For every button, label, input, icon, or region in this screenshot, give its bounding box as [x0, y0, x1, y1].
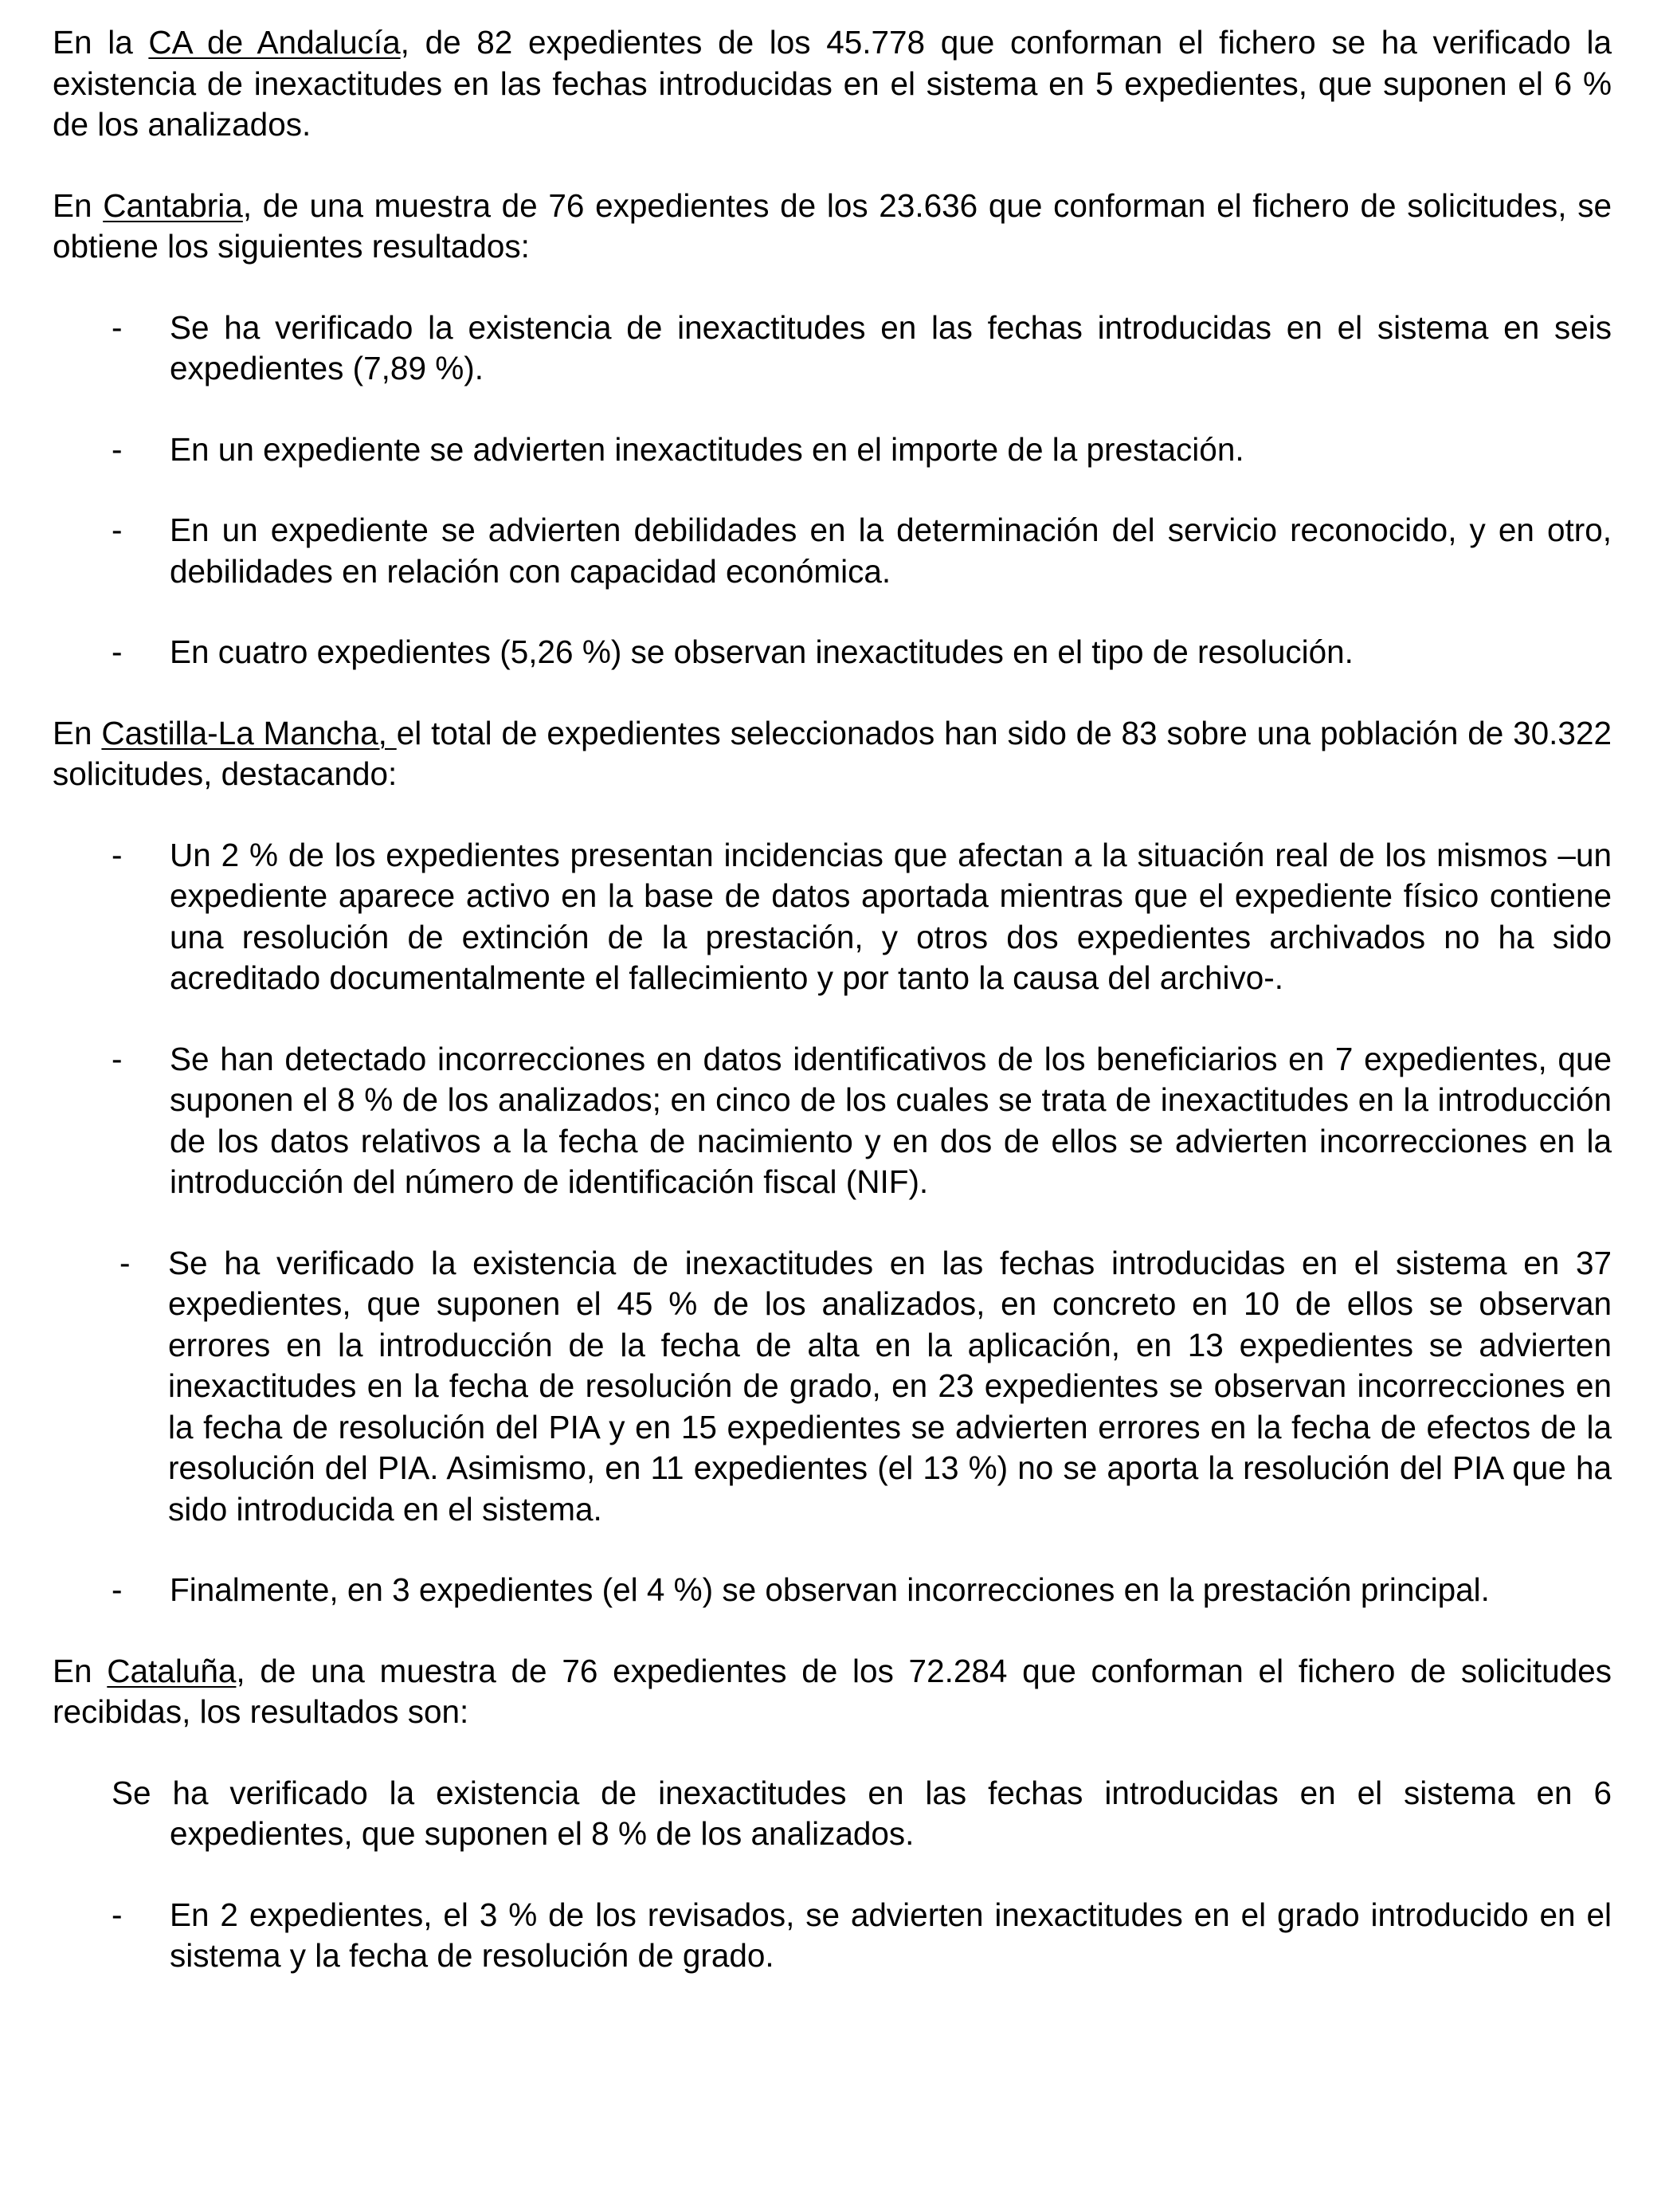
- cataluna-list: [53, 1895, 1612, 1977]
- paragraph-text: , de una muestra de 76 expedientes de los 72.284 que conforman el fichero de solicitudes recibidas, los resultados son:: [53, 1652, 1612, 1730]
- paragraph-cantabria: [53, 186, 1612, 268]
- list-item-text: Finalmente, en 3 expedientes (el 4 %) se observan incorrecciones en la prestación principal.: [170, 1571, 1490, 1608]
- bullet-dash: -: [112, 1040, 123, 1077]
- bullet-dash: -: [112, 308, 123, 346]
- list-item-text: En 2 expedientes, el 3 % de los revisados, se advierten inexactitudes en el grado introducido en el sistema y la fecha de resolución de grado.: [170, 1896, 1612, 1974]
- list-item-text: Se han detectado incorrecciones en datos identificativos de los beneficiarios en 7 expedientes, que suponen el 8 % de los analizados; en cinco de los cuales se trata de inexactitudes en la introducción de los datos relativos a la fecha de nacimiento y en dos de ellos se advierten incorrecciones en la introducción del número de identificación fiscal (NIF).: [170, 1040, 1612, 1200]
- paragraph-text: , de 82 expedientes de los 45.778 que conforman el fichero se ha verificado la existencia de inexactitudes en las fechas introducidas en el sistema en 5 expedientes, que suponen el 6 % de los analizados.: [53, 24, 1612, 143]
- region-castilla: Castilla-La Mancha,: [101, 714, 397, 751]
- document-page: [53, 22, 1612, 2017]
- paragraph-text: el total de expedientes seleccionados han sido de 83 sobre una población de 30.322 solicitudes, destacando:: [53, 714, 1612, 792]
- list-item: [53, 1895, 1612, 1977]
- bullet-dash: -: [112, 512, 123, 548]
- region-andalucia: CA de Andalucía: [148, 24, 401, 61]
- castilla-list: [53, 835, 1612, 1611]
- bullet-dash: -: [112, 836, 123, 873]
- paragraph-castilla: [53, 713, 1612, 795]
- paragraph-text: , de una muestra de 76 expedientes de los 23.636 que conforman el fichero de solicitudes, se obtiene los siguientes resultados:: [53, 186, 1612, 265]
- paragraph-prefix: En la: [53, 24, 149, 61]
- list-item-text: Se ha verificado la existencia de inexactitudes en las fechas introducidas en el sistema en seis expedientes (7,89 %).: [170, 308, 1612, 386]
- paragraph-andalucia: [53, 22, 1612, 146]
- list-item: [53, 429, 1612, 471]
- list-item: [53, 1243, 1612, 1531]
- list-item-text: En un expediente se advierten debilidades en la determinación del servicio reconocido, y en otro, debilidades en relación con capacidad económica.: [170, 512, 1612, 590]
- list-item: [53, 632, 1612, 673]
- bullet-dash: -: [112, 633, 123, 670]
- list-item-text: Se ha verificado la existencia de inexactitudes en las fechas introducidas en el sistema en 37 expedientes, que suponen el 45 % de los analizados, en concreto en 10 de ellos se observan errores en la introducción de la fecha de alta en la aplicación, en 13 expedientes se advierten inexactitudes en la fecha de resolución de grado, en 23 expedientes se observan incorrecciones en la fecha de resolución del PIA y en 15 expedientes se advierten errores en la fecha de efectos de la resolución del PIA. Asimismo, en 11 expedientes (el 13 %) no se aporta la resolución del PIA que ha sido introducida en el sistema.: [168, 1244, 1612, 1528]
- paragraph-prefix: En: [53, 186, 104, 224]
- list-item: [53, 1039, 1612, 1203]
- list-item: [53, 510, 1612, 592]
- bullet-dash: -: [112, 1571, 123, 1608]
- paragraph-prefix: En: [53, 1652, 108, 1689]
- bullet-dash: -: [120, 1244, 131, 1281]
- list-item-text: En cuatro expedientes (5,26 %) se observan inexactitudes en el tipo de resolución.: [170, 633, 1354, 670]
- bullet-dash: -: [112, 1896, 123, 1933]
- cantabria-list: [53, 308, 1612, 673]
- region-cantabria: Cantabria: [103, 186, 243, 224]
- paragraph-cataluna: [53, 1651, 1612, 1733]
- list-item: [53, 308, 1612, 390]
- bullet-dash: -: [112, 430, 123, 468]
- list-item: [53, 835, 1612, 999]
- region-cataluna: Cataluña: [107, 1652, 237, 1689]
- list-item-text: En un expediente se advierten inexactitudes en el importe de la prestación.: [170, 430, 1244, 468]
- list-item: [53, 1570, 1612, 1611]
- list-item-hanging: Se ha verificado la existencia de inexactitudes en las fechas introducidas en el sistema en 6 expedientes, que suponen el 8 % de los analizados.: [112, 1774, 1612, 1852]
- paragraph-prefix: En: [53, 714, 102, 751]
- list-item-text: Un 2 % de los expedientes presentan incidencias que afectan a la situación real de los mismos –un expediente aparece activo en la base de datos aportada mientras que el expediente físico contiene una resolución de extinción de la prestación, y otros dos expedientes archivados no ha sido acreditado documentalmente el fallecimiento y por tanto la causa del archivo-.: [170, 836, 1612, 996]
